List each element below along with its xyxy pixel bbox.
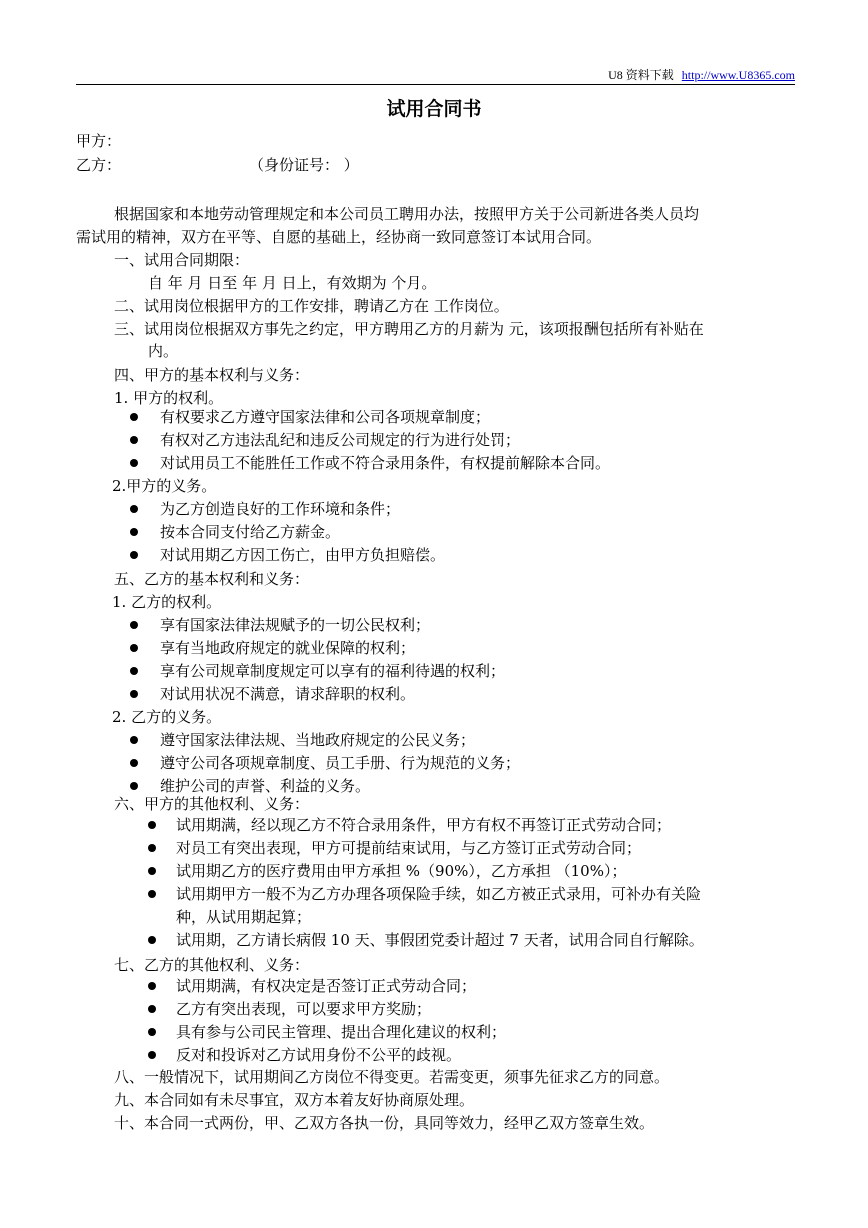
section-4-sub-1: 1. 甲方的权利。 xyxy=(114,389,224,407)
bullet-dot xyxy=(130,621,138,629)
list-item: 对试用员工不能胜任工作或不符合录用条件，有权提前解除本合同。 xyxy=(160,454,611,472)
section-1-heading: 一、试用合同期限： xyxy=(114,251,250,269)
list-item-continuation: 种，从试用期起算； xyxy=(176,908,312,926)
section-6-heading: 六、甲方的其他权利、义务： xyxy=(114,795,310,813)
bullet-dot xyxy=(148,936,156,944)
bullet-dot xyxy=(148,867,156,875)
bullet-dot xyxy=(148,890,156,898)
section-10: 十、本合同一式两份，甲、乙双方各执一份，具同等效力，经甲乙双方签章生效。 xyxy=(114,1114,655,1132)
bullet-dot xyxy=(130,413,138,421)
list-item: 试用期乙方的医疗费用由甲方承担 %（90%），乙方承担 （10%）； xyxy=(176,862,627,880)
list-item: 维护公司的声誉、利益的义务。 xyxy=(160,777,371,795)
bullet-dot xyxy=(148,1051,156,1059)
bullet-dot xyxy=(130,528,138,536)
section-3-line-2: 内。 xyxy=(148,342,179,360)
bullet-dot xyxy=(130,459,138,467)
section-5-sub-1: 1. 乙方的权利。 xyxy=(112,593,222,611)
party-b-label: 乙方： xyxy=(76,156,122,174)
bullet-dot xyxy=(130,667,138,675)
bullet-dot xyxy=(130,436,138,444)
party-a-label: 甲方： xyxy=(76,132,122,150)
list-item: 享有公司规章制度规定可以享有的福利待遇的权利； xyxy=(160,662,506,680)
section-5-heading: 五、乙方的基本权利和义务： xyxy=(114,570,310,588)
header-label: U8 资料下载 xyxy=(608,68,674,82)
list-item: 遵守国家法律法规、当地政府规定的公民义务； xyxy=(160,731,476,749)
bullet-dot xyxy=(130,736,138,744)
list-item: 具有参与公司民主管理、提出合理化建议的权利； xyxy=(176,1023,507,1041)
id-number-note: （身份证号： ） xyxy=(249,156,359,174)
bullet-dot xyxy=(130,759,138,767)
bullet-dot xyxy=(130,505,138,513)
list-item: 对试用期乙方因工伤亡，由甲方负担赔偿。 xyxy=(160,546,446,564)
list-item: 对员工有突出表现，甲方可提前结束试用，与乙方签订正式劳动合同； xyxy=(176,839,642,857)
document-title: 试用合同书 xyxy=(386,98,482,120)
bullet-dot xyxy=(130,644,138,652)
list-item: 对试用状况不满意，请求辞职的权利。 xyxy=(160,685,416,703)
bullet-dot xyxy=(148,1005,156,1013)
bullet-dot xyxy=(148,1028,156,1036)
section-5-sub-2: 2. 乙方的义务。 xyxy=(112,708,222,726)
list-item: 有权要求乙方遵守国家法律和公司各项规章制度； xyxy=(160,408,491,426)
bullet-dot xyxy=(148,844,156,852)
list-item: 遵守公司各项规章制度、员工手册、行为规范的义务； xyxy=(160,754,521,772)
bullet-dot xyxy=(130,551,138,559)
list-item: 为乙方创造良好的工作环境和条件； xyxy=(160,500,401,518)
header-divider xyxy=(76,84,795,85)
list-item: 试用期甲方一般不为乙方办理各项保险手续，如乙方被正式录用，可补办有关险 xyxy=(176,885,702,903)
intro-line-2: 需试用的精神，双方在平等、自愿的基础上，经协商一致同意签订本试用合同。 xyxy=(76,228,602,246)
list-item: 享有国家法律法规赋予的一切公民权利； xyxy=(160,616,431,634)
list-item: 试用期，乙方请长病假 10 天、事假团党委计超过 7 天者，试用合同自行解除。 xyxy=(176,931,704,949)
section-1-text: 自 年 月 日至 年 月 日上，有效期为 个月。 xyxy=(148,274,437,292)
header-link[interactable]: http://www.U8365.com xyxy=(681,68,795,82)
bullet-dot xyxy=(148,821,156,829)
list-item: 享有当地政府规定的就业保障的权利； xyxy=(160,639,416,657)
bullet-dot xyxy=(148,982,156,990)
list-item: 按本合同支付给乙方薪金。 xyxy=(160,523,341,541)
intro-line-1: 根据国家和本地劳动管理规定和本公司员工聘用办法，按照甲方关于公司新进各类人员均 xyxy=(114,205,700,223)
section-7-heading: 七、乙方的其他权利、义务： xyxy=(114,956,310,974)
section-8: 八、一般情况下，试用期间乙方岗位不得变更。若需变更，须事先征求乙方的同意。 xyxy=(114,1068,670,1086)
section-4-heading: 四、甲方的基本权利与义务： xyxy=(114,366,310,384)
section-3-line-1: 三、试用岗位根据双方事先之约定，甲方聘用乙方的月薪为 元，该项报酬包括所有补贴在 xyxy=(114,320,704,338)
list-item: 有权对乙方违法乱纪和违反公司规定的行为进行处罚； xyxy=(160,431,521,449)
section-4-sub-2: 2.甲方的义务。 xyxy=(112,477,217,495)
section-9: 九、本合同如有未尽事宜，双方本着友好协商原处理。 xyxy=(114,1091,475,1109)
party-b-row xyxy=(76,154,359,176)
list-item: 乙方有突出表现，可以要求甲方奖励； xyxy=(176,1000,432,1018)
page-header xyxy=(76,66,795,83)
list-item: 试用期满，经以现乙方不符合录用条件，甲方有权不再签订正式劳动合同； xyxy=(176,816,672,834)
list-item: 试用期满，有权决定是否签订正式劳动合同； xyxy=(176,977,477,995)
list-item: 反对和投诉对乙方试用身份不公平的歧视。 xyxy=(176,1046,462,1064)
section-2: 二、试用岗位根据甲方的工作安排，聘请乙方在 工作岗位。 xyxy=(114,297,509,315)
bullet-dot xyxy=(130,782,138,790)
bullet-dot xyxy=(130,690,138,698)
